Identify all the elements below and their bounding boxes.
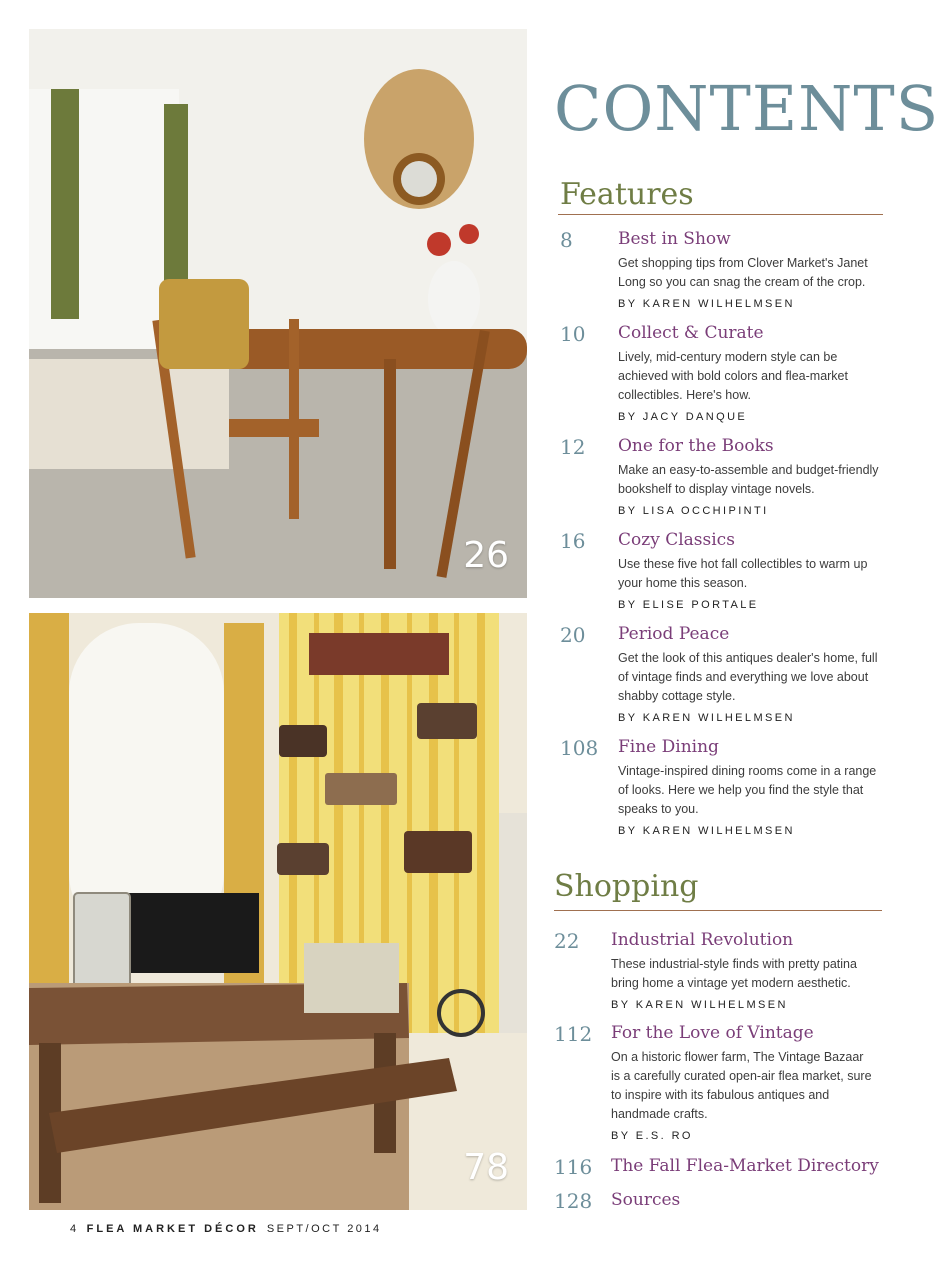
dining-room-illustration xyxy=(29,29,527,598)
entry-page: 16 xyxy=(560,529,586,553)
photo-dining-room xyxy=(29,29,527,598)
shopping-divider xyxy=(554,910,882,911)
photo-page-number: 78 xyxy=(463,1147,509,1188)
entry-byline: BY LISA OCCHIPINTI xyxy=(618,505,769,517)
entry-title: Period Peace xyxy=(618,624,730,644)
photo-page-number: 26 xyxy=(463,535,509,576)
photo-radio-room xyxy=(29,613,527,1210)
entry-description: Get shopping tips from Clover Market's Janet Long so you can snag the cream of the crop. xyxy=(618,256,868,289)
entry-page: 108 xyxy=(560,736,599,760)
entry-page: 128 xyxy=(554,1189,593,1213)
entry-description: Use these five hot fall collectibles to warm up your home this season. xyxy=(618,557,868,590)
entry-page: 12 xyxy=(560,435,586,459)
entry-title: For the Love of Vintage xyxy=(611,1023,814,1043)
page-title: CONTENTS xyxy=(554,72,940,145)
footer-page-number: 4 xyxy=(70,1223,79,1235)
entry-title: Fine Dining xyxy=(618,737,719,757)
entry-description: These industrial-style finds with pretty patina bring home a vintage yet modern aesthetic. xyxy=(611,957,857,990)
entry-title: Cozy Classics xyxy=(618,530,735,550)
entry-description: On a historic flower farm, The Vintage Bazaar is a carefully curated open-air flea market, sure to inspire with its fabulous antiques and handmade crafts. xyxy=(611,1050,872,1121)
entry-description: Get the look of this antiques dealer's home, full of vintage finds and everything we love about shabby cottage style. xyxy=(618,651,878,703)
footer-issue: SEPT/OCT 2014 xyxy=(266,1223,382,1235)
features-heading: Features xyxy=(560,177,694,212)
entry-byline: BY KAREN WILHELMSEN xyxy=(611,999,788,1011)
entry-byline: BY KAREN WILHELMSEN xyxy=(618,298,795,310)
entry-title: Sources xyxy=(611,1190,681,1210)
entry-title: One for the Books xyxy=(618,436,774,456)
entry-description: Vintage-inspired dining rooms come in a range of looks. Here we help you find the style that speaks to you. xyxy=(618,764,877,816)
entry-byline: BY E.S. RO xyxy=(611,1130,693,1142)
entry-byline: BY KAREN WILHELMSEN xyxy=(618,712,795,724)
radio-room-illustration xyxy=(29,613,527,1210)
entry-page: 8 xyxy=(560,228,573,252)
entry-description: Lively, mid-century modern style can be achieved with bold colors and flea-market collectibles. Here's how. xyxy=(618,350,848,402)
footer-magazine-name: FLEA MARKET DÉCOR xyxy=(86,1223,259,1235)
entry-title: The Fall Flea-Market Directory xyxy=(611,1156,879,1176)
entry-page: 116 xyxy=(554,1155,593,1179)
page-footer xyxy=(70,1223,382,1235)
entry-page: 10 xyxy=(560,322,586,346)
entry-title: Collect & Curate xyxy=(618,323,764,343)
features-divider xyxy=(558,214,883,215)
entry-byline: BY KAREN WILHELMSEN xyxy=(618,825,795,837)
entry-byline: BY ELISE PORTALE xyxy=(618,599,759,611)
entry-description: Make an easy-to-assemble and budget-friendly bookshelf to display vintage novels. xyxy=(618,463,879,496)
entry-title: Best in Show xyxy=(618,229,731,249)
entry-byline: BY JACY DANQUE xyxy=(618,411,748,423)
shopping-heading: Shopping xyxy=(554,869,699,904)
entry-page: 20 xyxy=(560,623,586,647)
entry-title: Industrial Revolution xyxy=(611,930,794,950)
entry-page: 112 xyxy=(554,1022,593,1046)
entry-page: 22 xyxy=(554,929,580,953)
